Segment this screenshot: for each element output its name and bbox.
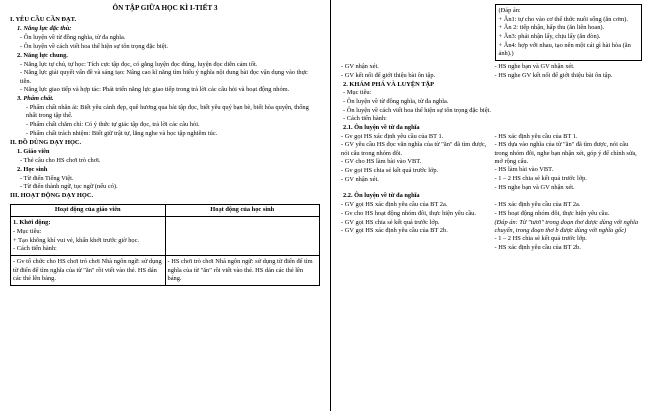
b2-t-1: - GV gọi HS xác định yêu cầu của BT 2a. — [341, 201, 448, 209]
col-header-student: Hoạt động của học sinh — [165, 204, 320, 216]
section-heading-iii: III. HOẠT ĐỘNG DẠY HỌC. — [10, 192, 94, 200]
warmup-goal-1: + Tạo không khí vui vẻ, khấn khởi trước giờ học. — [13, 236, 140, 244]
b1-t-5: - GV nhận xét. — [341, 175, 379, 183]
subsection-2-2: 2. Học sinh — [17, 165, 48, 173]
cell-student-1 — [165, 216, 320, 255]
left-line-11: - Từ điển thành ngữ, tục ngữ (nếu có). — [20, 183, 118, 191]
cell-teacher-1 — [11, 216, 166, 255]
b2-s-4: - HS xác định yêu cầu của BT 2b. — [494, 244, 581, 252]
warmup-method-label: - Cách tiến hành: — [13, 245, 57, 253]
section-heading-i: I. YÊU CẦU CẦN ĐẠT. — [10, 16, 77, 24]
warmup-goal-label: - Mục tiêu: — [13, 227, 42, 235]
section-heading-khampha: 2. KHÁM PHÁ VÀ LUYỆN TẬP — [343, 80, 435, 88]
left-line-9: - Thẻ câu cho HS chơi trò chơi. — [20, 156, 101, 164]
b1-s-1: - HS xác định yêu cầu của BT 1. — [494, 132, 578, 140]
block-1-student — [492, 132, 643, 192]
b1-s-4: - 1 – 2 HS chia sẻ kết quả trước lớp. — [494, 175, 587, 183]
left-line-8: - Phẩm chất trách nhiệm: Biết giữ trật tự, lắng nghe và học tập nghiêm túc. — [26, 129, 218, 137]
subsection-1-3: 3. Phẩm chất. — [17, 95, 54, 103]
left-line-4: - Năng lực giải quyết vấn đề và sáng tạo: Nâng cao kĩ năng tìm hiểu ý nghĩa nội dung bài đọc vận dụng vào thực tiễn. — [20, 69, 308, 85]
game-instruction-teacher: - Gv tổ chức cho HS chơi trò chơi Nhà ngôn ngữ: sử dụng từ điển để tìm nghĩa của từ "ăn" rồi viết vào thẻ. HS dán các thẻ lên bảng. — [13, 258, 162, 282]
block-1-heading: 2.1. Ôn luyện về từ đa nghĩa — [343, 123, 420, 131]
cell-student-2 — [165, 256, 320, 285]
block-2-heading: 2.2. Ôn luyện về từ đa nghĩa — [343, 192, 420, 200]
left-line-1: - Ôn luyện về từ đồng nghĩa, từ đa nghĩa. — [20, 34, 126, 42]
subsection-2-1: 1. Giáo viên — [17, 148, 50, 156]
block-1-teacher — [341, 132, 492, 192]
left-line-6: - Phẩm chất nhân ái: Biết yêu cảnh đẹp, quê hương qua bài tập đọc, biết yêu quý bạn bè, biết hòa quyện, thống nhất trong tập thể. — [26, 104, 309, 120]
subsection-1-1: 1. Năng lực đặc thù: — [17, 25, 72, 33]
b1-s-3: - HS làm bài vào VBT. — [494, 166, 554, 174]
b2-t-3: - GV gọi HS chia sẻ kết quả trước lớp. — [341, 218, 440, 226]
game-instruction-student: - HS chơi trò chơi Nhà ngôn ngữ: sử dụng từ điển để tìm nghĩa của từ "ăn" rồi viết vào thẻ. HS dán các thẻ lên bảng. — [167, 258, 313, 282]
student-intro: - HS nghe GV kết nối để giới thiệu bài ôn tập. — [494, 71, 613, 79]
review-teacher — [341, 63, 492, 80]
answer-left-spacer — [341, 4, 492, 63]
page-title: ÔN TẬP GIỮA HỌC KÌ I-TIẾT 3 — [112, 4, 218, 12]
block-2-teacher — [341, 201, 492, 253]
review-row — [341, 63, 642, 80]
answer-item-1: + Ăn1: tự cho vào cơ thể thức nuôi sống (ăn cơm). — [498, 15, 628, 23]
b1-s-2: - HS dựa vào nghĩa của từ "ăn" đã tìm được, nói câu trong nhóm đôi, nghe bạn nhận xét, góp ý để chỉnh sửa, mở rộng câu. — [494, 141, 637, 165]
answer-row — [341, 4, 642, 63]
answer-item-4: + Ăn4: hợp với nhau, tạo nên một cái gì hài hòa (ăn ảnh).) — [498, 41, 631, 57]
left-line-3: - Năng lực tự chủ, tự học: Tích cực tập đọc, có gắng luyện đọc đúng, luyện đọc diễn cảm tốt. — [20, 60, 258, 68]
answer-item-2: + Ăn 2: tiếp nhận, hấp thu (ăn liên hoan). — [498, 24, 605, 32]
b1-t-1: - Gv gọi HS xác định yêu cầu của BT 1. — [341, 132, 444, 140]
left-line-2: - Ôn luyện về cách viết hoa thể hiện sự tôn trọng đặc biệt. — [20, 42, 168, 50]
answer-box-wrap — [492, 4, 643, 63]
answer-label: (Đáp án: — [498, 7, 521, 14]
teacher-comment: - GV nhận xét. — [341, 63, 379, 71]
col-header-teacher: Hoạt động của giáo viên — [11, 204, 166, 216]
table-row — [11, 256, 320, 285]
goal-label: - Mục tiêu: — [343, 89, 372, 97]
b1-s-5: - HS nghe bạn và GV nhận xét. — [494, 183, 575, 191]
b2-s-2: - HS hoạt động nhóm đôi, thực hiện yêu cầu. — [494, 209, 610, 217]
table-header-row — [11, 204, 320, 216]
student-listen: - HS nghe bạn và GV nhận xét. — [494, 63, 575, 71]
activity-table — [10, 204, 320, 286]
block-2-row — [341, 201, 642, 253]
left-line-7: - Phẩm chất chăm chỉ: Có ý thức tự giác tập đọc, trả lời các câu hỏi. — [26, 120, 200, 128]
block-1-row — [341, 132, 642, 192]
review-student — [492, 63, 643, 80]
b2-s-answer: (Đáp án: Từ "tươi" trong đoạn thơ được dùng với nghĩa chuyển, trong đoạn thơ b được dùng với nghĩa gốc) — [494, 218, 639, 234]
right-column — [330, 0, 650, 411]
goal-item-2: - Ôn luyện về cách viết hoa thể hiện sự tôn trọng đặc biệt. — [343, 106, 491, 114]
answer-item-3: + Ăn3: phải nhận lấy, chịu lấy (ăn đòn). — [498, 33, 601, 41]
b1-t-2: - GV yêu cầu HS đọc văn nghĩa của từ "ăn" đã tìm được, nói câu trong nhóm đôi. — [341, 141, 487, 157]
subsection-1-2: 2. Năng lực chung. — [17, 51, 68, 59]
b2-s-3: - 1 – 2 HS chia sẻ kết quả trước lớp. — [494, 235, 587, 243]
b2-t-2: - Gv cho HS hoạt động nhóm đôi, thực hiện yêu cầu. — [341, 209, 476, 217]
left-line-5: - Năng lực giao tiếp và hợp tác: Phát triển năng lực giao tiếp trong trả lời các câu hỏi và hoạt động nhóm. — [20, 86, 290, 94]
b2-t-4: - GV gọi HS xác định yêu cầu của BT 2b. — [341, 227, 448, 235]
b1-t-3: - GV cho HS làm bài vào VBT. — [341, 158, 422, 166]
left-line-10: - Từ điển Tiếng Việt. — [20, 174, 74, 182]
goal-item-1: - Ôn luyện về từ đồng nghĩa, từ đa nghĩa. — [343, 97, 449, 105]
b2-s-1: - HS xác định yêu cầu của BT 2a. — [494, 201, 581, 209]
warmup-heading: 1. Khởi động: — [13, 218, 51, 226]
cell-teacher-2 — [11, 256, 166, 285]
b1-t-4: - Gv gọi HS chia sẻ kết quả trước lớp. — [341, 166, 439, 174]
section-heading-ii: II. ĐỒ DÙNG DẠY HỌC. — [10, 138, 82, 146]
teacher-intro: - GV kết nối để giới thiệu bài ôn tập. — [341, 71, 436, 79]
block-2-student — [492, 201, 643, 253]
table-row — [11, 216, 320, 255]
answer-key-box — [495, 4, 643, 61]
method-label: - Cách tiến hành: — [343, 115, 387, 123]
